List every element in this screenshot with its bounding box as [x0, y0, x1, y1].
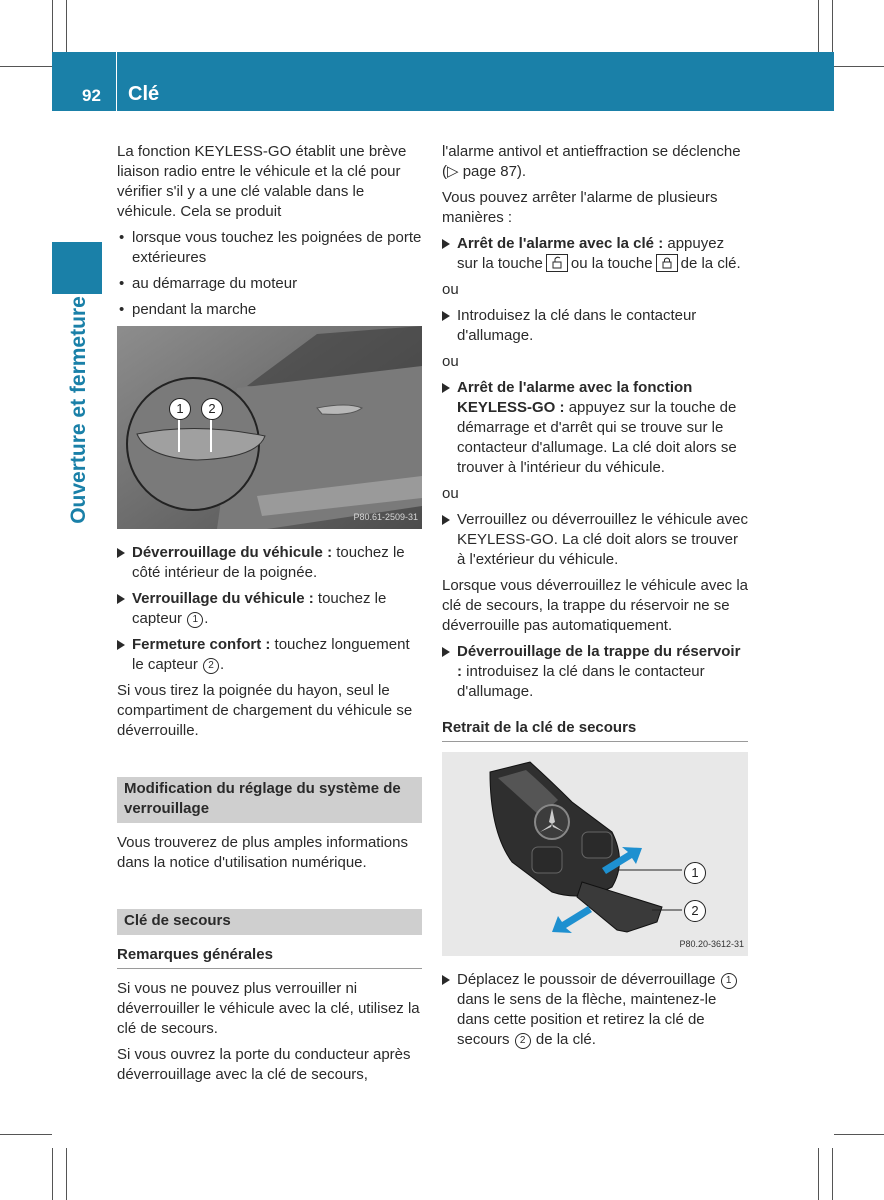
lock-key-icon — [656, 254, 678, 272]
crop-mark — [66, 1148, 67, 1200]
intro-paragraph: La fonction KEYLESS-GO établit une brève liaison radio entre le véhicule et la clé pour vérifier s'il y a une clé valable dans le véhicule. Cela se produit — [117, 143, 407, 220]
callout-2: 2 — [684, 900, 706, 922]
crop-mark — [832, 0, 833, 52]
right-column — [442, 142, 748, 1056]
figure-code: P80.20-3612-31 — [679, 939, 744, 949]
callout-1: 1 — [684, 862, 706, 884]
crop-mark — [52, 0, 53, 52]
instruction-step: Déverrouillage du véhicule : touchez le côté intérieur de la poignée. — [117, 543, 422, 583]
paragraph: Vous trouverez de plus amples informations dans la notice d'utilisation numérique. — [117, 834, 408, 871]
crop-mark — [818, 1148, 819, 1200]
crop-mark — [834, 66, 884, 67]
instruction-step: Fermeture confort : touchez longuement le capteur 2 . — [117, 635, 422, 675]
crop-mark — [818, 0, 819, 52]
paragraph: Vous pouvez arrêter l'alarme de plusieurs manières : — [442, 189, 718, 226]
paragraph: Si vous ouvrez la porte du conducteur après déverrouillage avec la clé de secours, — [117, 1046, 411, 1083]
crop-mark — [52, 1148, 53, 1200]
emergency-key-figure — [442, 752, 748, 956]
left-column — [117, 142, 422, 1091]
car-door-handle-figure — [117, 326, 422, 529]
callout-ref: 1 — [187, 612, 203, 628]
callout-2: 2 — [201, 398, 223, 420]
subsection-heading: Retrait de la clé de secours — [442, 718, 748, 742]
page-title: Clé — [128, 83, 160, 105]
or-separator: ou — [442, 485, 459, 502]
instruction-step: Introduisez la clé dans le contacteur d'allumage. — [442, 306, 748, 346]
paragraph: l'alarme antivol et antieffraction se déclenche (▷ page 87). — [442, 143, 741, 180]
crop-mark — [834, 1134, 884, 1135]
unlock-key-icon — [546, 254, 568, 272]
side-tab-marker — [52, 242, 102, 294]
header-divider — [116, 52, 117, 111]
page-number: 92 — [82, 86, 101, 105]
instruction-step: Verrouillage du véhicule : touchez le capteur 1 . — [117, 589, 422, 629]
crop-mark — [66, 0, 67, 52]
or-separator: ou — [442, 281, 459, 298]
crop-mark — [832, 1148, 833, 1200]
section-heading: Clé de secours — [117, 909, 422, 935]
instruction-step: Verrouillez ou déverrouillez le véhicule avec KEYLESS-GO. La clé doit alors se trouver à l'extérieur du véhicule. — [442, 510, 748, 570]
paragraph: Lorsque vous déverrouillez le véhicule avec la clé de secours, la trappe du réservoir ne se déverrouille pas automatiquement. — [442, 577, 749, 634]
car-door-illustration — [117, 326, 422, 529]
callout-ref: 2 — [203, 658, 219, 674]
callout-1: 1 — [169, 398, 191, 420]
instruction-step: Déplacez le poussoir de déverrouillage 1 dans le sens de la flèche, maintenez-le dans cette position et retirez la clé de secours 2 de la clé. — [442, 970, 748, 1050]
instruction-step: Arrêt de l'alarme avec la clé : appuyez sur la touche ou la touche de la clé. — [442, 234, 748, 274]
list-item: • pendant la marche — [119, 301, 257, 318]
callout-ref: 1 — [721, 973, 737, 989]
section-heading: Modification du réglage du système de verrouillage — [117, 777, 422, 823]
list-item: • au démarrage du moteur — [119, 275, 298, 292]
crop-mark — [0, 1134, 52, 1135]
paragraph: Si vous tirez la poignée du hayon, seul le compartiment de chargement du véhicule se déverrouille. — [117, 682, 413, 739]
crop-mark — [0, 66, 52, 67]
header-bar — [52, 52, 834, 111]
subsection-heading: Remarques générales — [117, 945, 422, 969]
instruction-step: Déverrouillage de la trappe du réservoir : introduisez la clé dans le contacteur d'allumage. — [442, 642, 748, 702]
list-item: • lorsque vous touchez les poignées de porte extérieures — [119, 229, 422, 266]
paragraph: Si vous ne pouvez plus verrouiller ni déverrouiller le véhicule avec la clé, utilisez la clé de secours. — [117, 980, 420, 1037]
callout-ref: 2 — [515, 1033, 531, 1049]
side-tab-label: Ouverture et fermeture — [67, 296, 90, 524]
key-illustration — [442, 752, 748, 956]
or-separator: ou — [442, 353, 459, 370]
figure-code: P80.61-2509-31 — [353, 512, 418, 522]
instruction-step: Arrêt de l'alarme avec la fonction KEYLESS-GO : appuyez sur la touche de démarrage et d'arrêt qui se trouve sur le contacteur d'allumage. La clé doit alors se trouver à l'intérieur du véhicule. — [442, 378, 748, 478]
